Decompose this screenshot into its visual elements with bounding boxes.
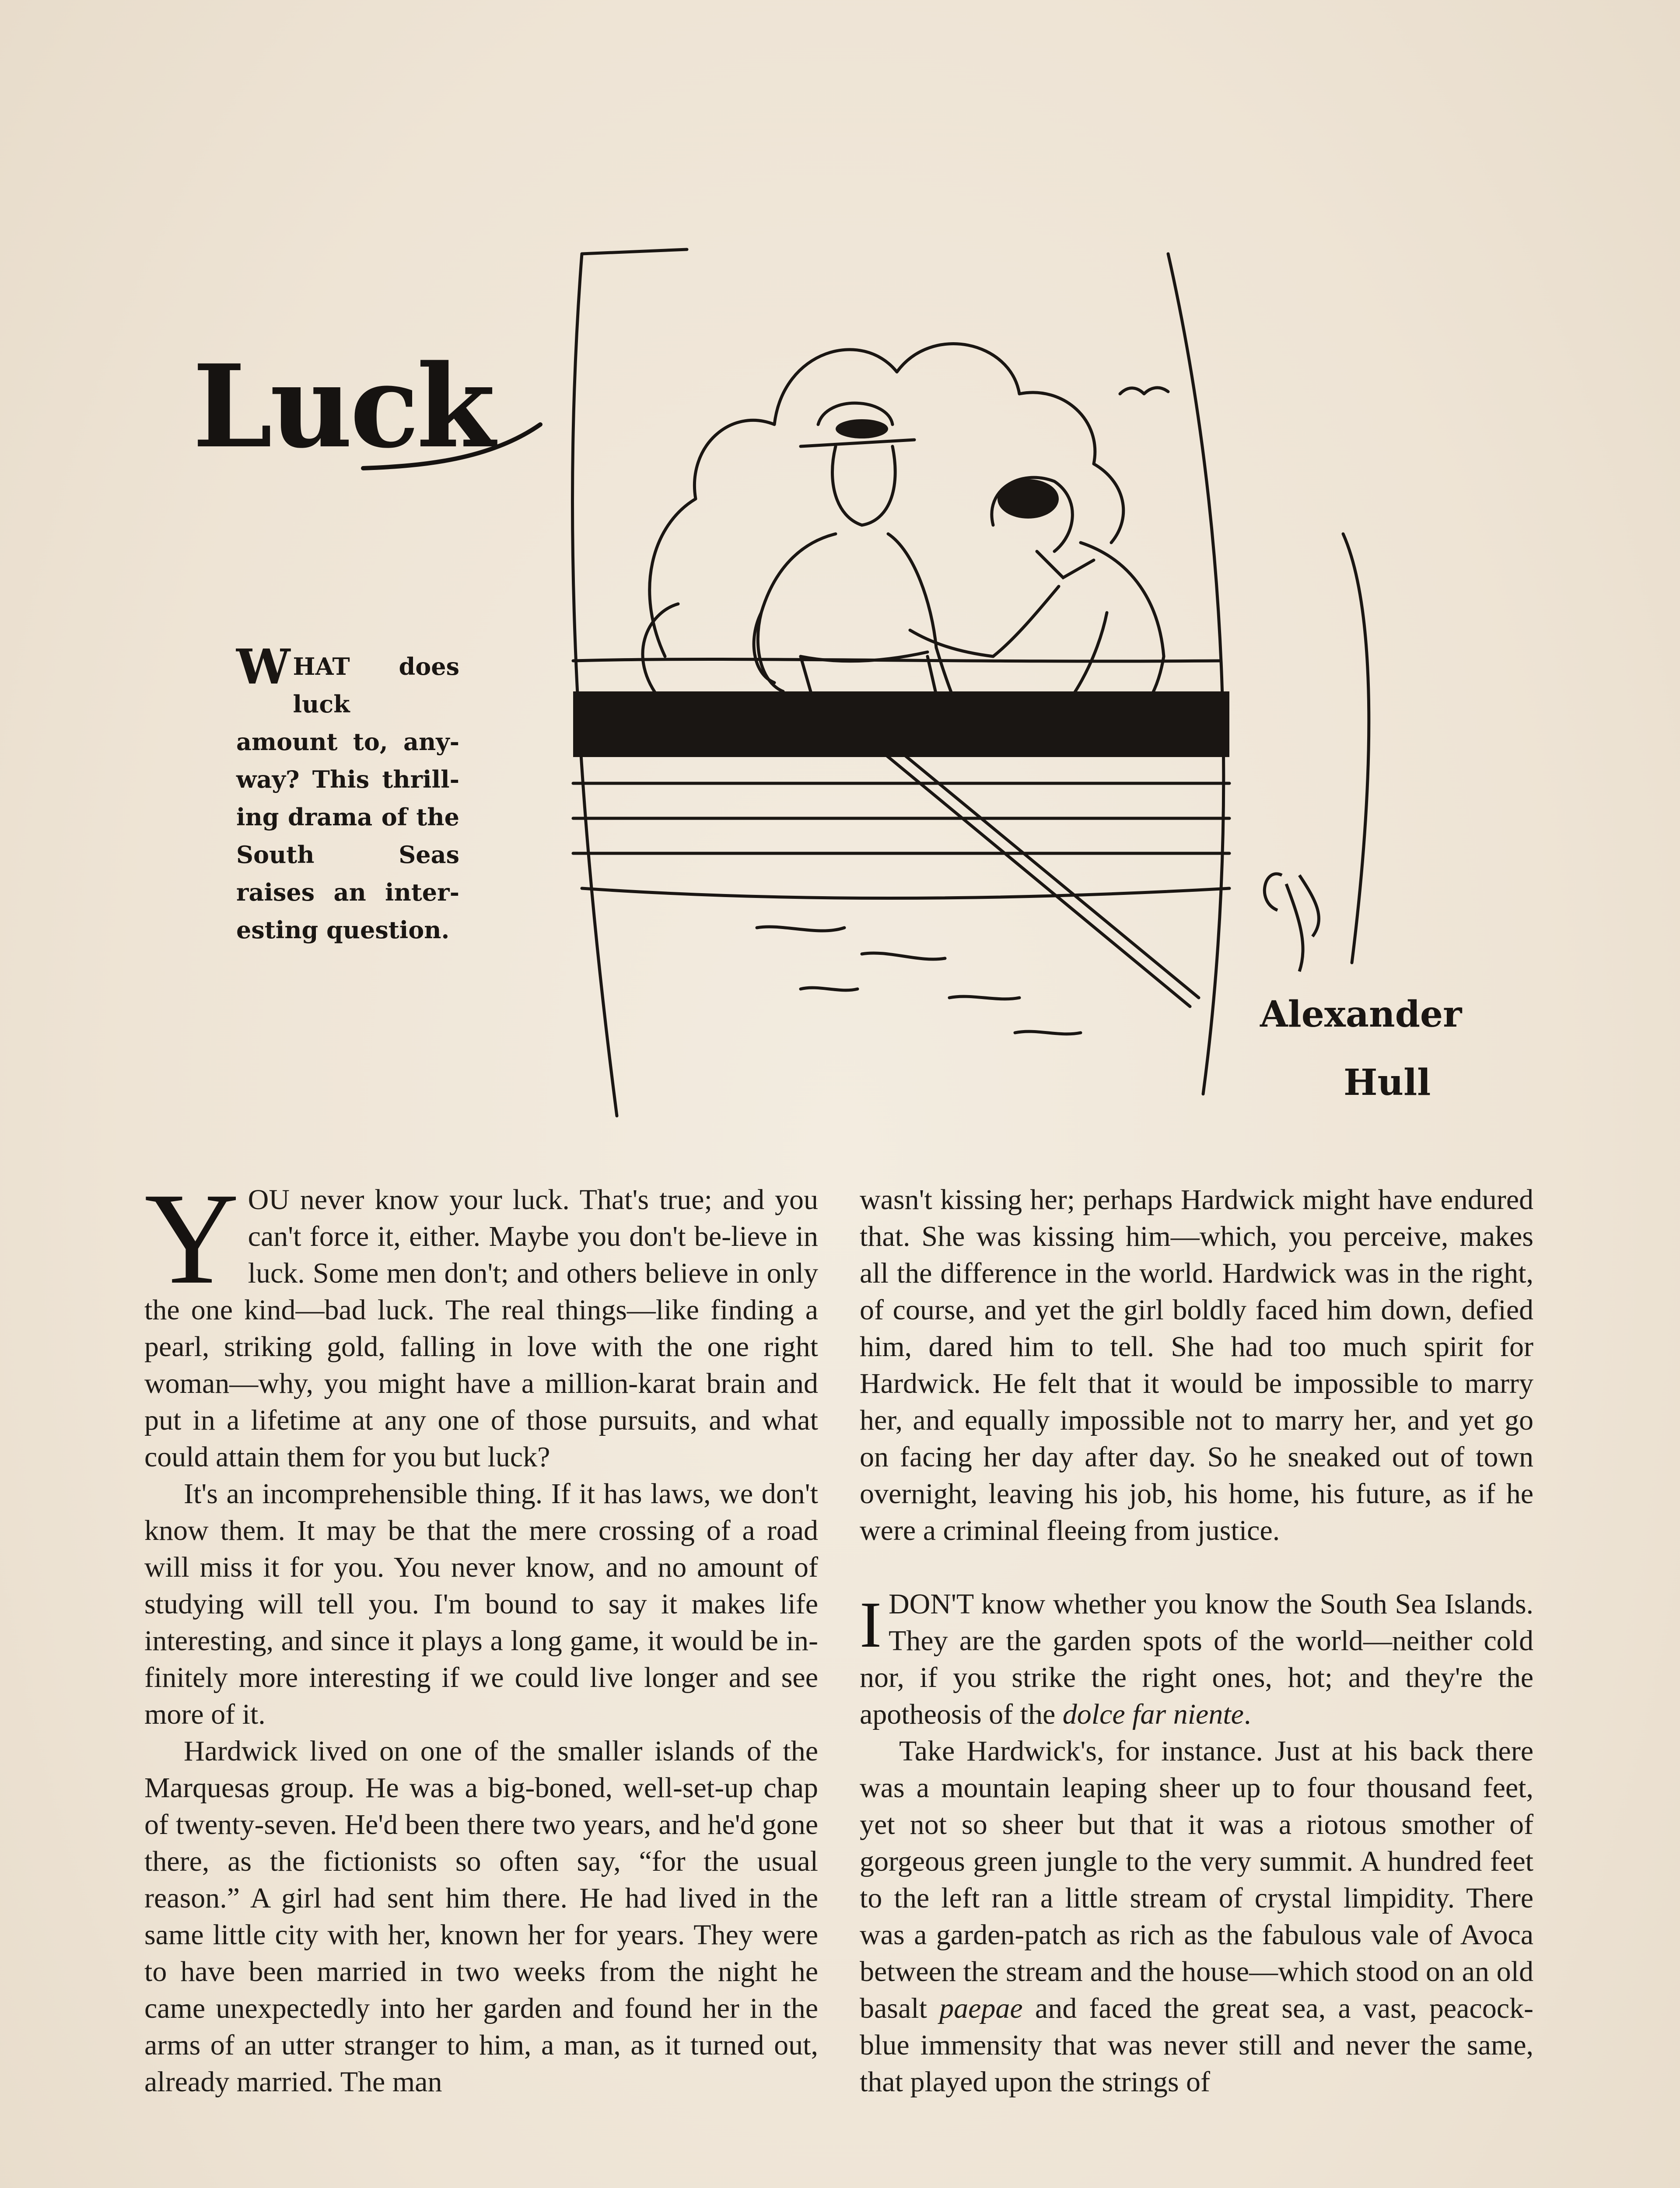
paragraph: wasn't kissing her; perhaps Hardwick might have endured that. She was kissing him—which, you perceive, makes all the difference in the world. Hardwick was in the right, of course, and yet the girl boldly faced him down, defied him, dared him to tell. She had too much spirit for Hardwick. He felt that it would be impossible to marry her, and equally impossible not to marry her, and yet go on facing her day after day. So he sneaked out of town overnight, leaving his job, his home, his future, as if he were a criminal fleeing from justice. [860,1184,1533,1546]
text-column-right [860,1182,1533,2100]
paragraph [860,1586,1533,1733]
author-first-name: Alexander [1260,993,1462,1035]
paragraph: Hardwick lived on one of the smaller islands of the Marquesas group. He was a big-boned, well-set-up chap of twenty-seven. He'd been there two years, and he'd gone there, as the fictionists so often say, “for the usual reason.” A girl had sent him there. He had lived in the same little city with her, known her for years. They were to have been married in two weeks from the night he came unexpectedly into her garden and found her in the arms of an utter stranger to him, a man, as it turned out, already married. The man [144,1735,818,2098]
intro-drop-letter: W [236,638,290,695]
illustrator-signature [1264,874,1319,971]
story-intro-blurb [236,638,459,949]
story-title: Luck [192,340,493,473]
paragraph: OU never know your luck. That's true; and you can't force it, either. Maybe you don't be-lieve in luck. Some men don't; and others believe in only the one kind—bad luck. The real things—like finding a pearl, striking gold, falling in love with the one right woman—why, you might have a million-karat brain and put in a lifetime at any one of those pursuits, and what could attain them for you but luck? [144,1184,818,1473]
author-last-name: Hull [1343,1062,1431,1104]
intro-text: HAT does luck amount to, any-way? This thrill-ing drama of the South Seas raises an inter-esting question. [236,652,459,944]
byline [1260,980,1462,1117]
italic-word: paepae [939,1992,1023,2024]
paragraph-text: and faced the great sea, a vast, peacock-blue immensity that was never still and never the same, that played upon the strings of [860,1992,1533,2098]
paragraph: It's an incomprehensible thing. If it has laws, we don't know them. It may be that the mere crossing of a road will miss it for you. You never know, and no amount of studying will tell you. I'm bound to say it makes life interesting, and since it plays a long game, it would be in-finitely more interesting if we could live longer and see more of it. [144,1478,818,1730]
drop-cap-y: Y [144,1166,239,1311]
italic-phrase: dolce far niente [1062,1698,1244,1730]
drop-cap-i: I [860,1588,882,1661]
title-swash-flourish [359,407,547,477]
paragraph-text: Take Hardwick's, for instance. Just at his back there was a mountain leaping sheer up to four thousand feet, yet not so sheer but that it was a riotous smother of gorgeous green jungle to the very summit. A hundred feet to the left ran a little stream of crystal limpidity. There was a garden-patch as rich as the fabulous vale of Avoca between the stream and the house—which stood on an old basalt [860,1735,1533,2024]
text-column-left [144,1166,818,2100]
paragraph-text: . [1243,1698,1251,1730]
paragraph [860,1733,1533,2100]
paragraph-text: DON'T know whether you know the South Sea Islands. They are the garden spots of the world—neither cold nor, if you strike the right ones, hot; and they're the apotheosis of the [860,1588,1533,1730]
